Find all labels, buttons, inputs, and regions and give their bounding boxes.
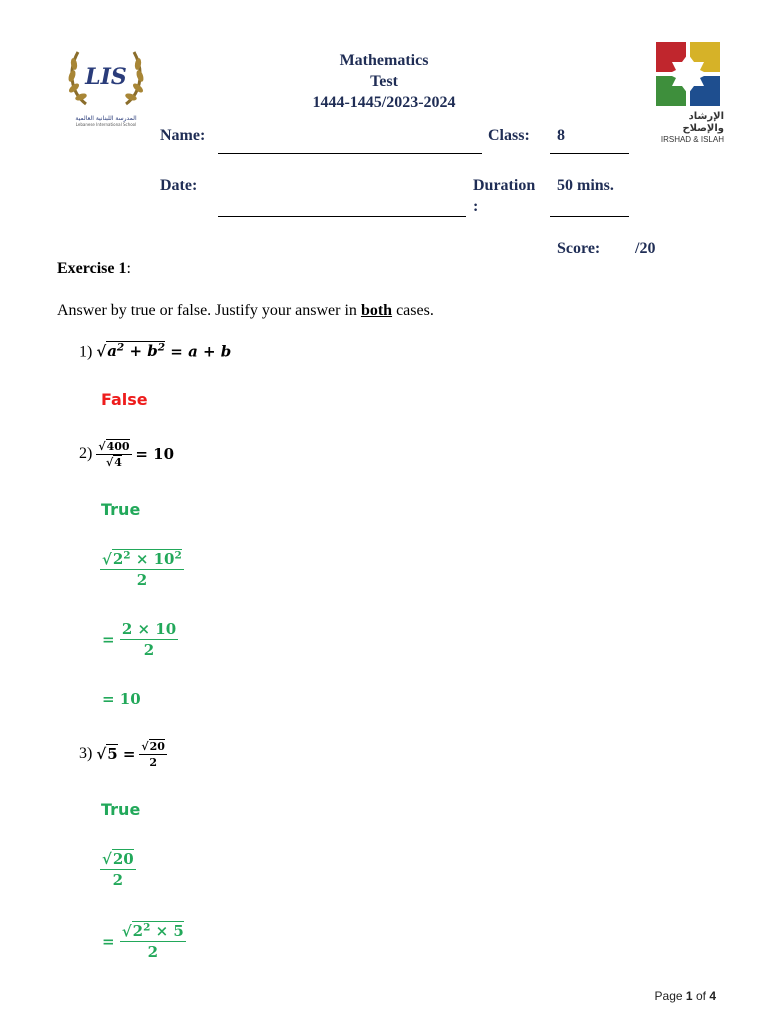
question-2-answer: True — [101, 500, 141, 519]
exercise-instruction — [57, 302, 434, 320]
question-3-formula-left: √5 = — [96, 744, 136, 763]
document-header — [0, 50, 768, 113]
test-title: Test — [370, 73, 398, 90]
footer-page-word: Page — [654, 989, 683, 1003]
date-field[interactable] — [218, 216, 466, 217]
score-label: Score: — [557, 240, 601, 257]
question-3 — [79, 740, 167, 769]
logo-right-caption-en: IRSHAD & ISLAH — [660, 135, 724, 144]
question-1-answer: False — [101, 390, 148, 409]
question-3-formula-right: $\frac{√20}{2}$ — [141, 740, 165, 769]
question-1-number: 1) — [79, 343, 93, 361]
question-2: 2) $\frac{√400}{√4}$ = 10 — [79, 440, 175, 469]
question-2-step-2: = $\frac{2 \times 10}{2}$ — [102, 620, 177, 659]
class-label: Class: — [488, 127, 530, 144]
score-value: /20 — [635, 240, 656, 257]
exercise-heading — [57, 260, 131, 278]
logo-left-caption-en: Lebanese International School — [75, 122, 137, 127]
question-2-result: = 10 — [102, 690, 141, 708]
duration-colon: : — [473, 198, 479, 215]
question-2-number: 2) — [79, 444, 93, 462]
question-3-step-2: = $\frac{√2^2 \times 5}{2}$ — [102, 922, 184, 962]
class-field[interactable] — [550, 153, 629, 154]
page-footer — [655, 989, 716, 1003]
exercise-title: Exercise 1 — [57, 260, 127, 277]
question-3-answer: True — [101, 800, 141, 819]
svg-text:LIS: LIS — [85, 64, 127, 90]
date-label: Date: — [160, 177, 198, 194]
name-label: Name: — [160, 127, 206, 144]
question-1 — [79, 342, 231, 361]
question-2-step-1: $\frac{√2^2 \times 10^2}{2}$ — [102, 550, 182, 590]
duration-field[interactable] — [550, 216, 629, 217]
class-value: 8 — [557, 127, 565, 144]
instruction-post: cases. — [392, 302, 434, 319]
instruction-pre: Answer by true or false. Justify your answer in — [57, 302, 361, 319]
footer-of-word: of — [695, 989, 706, 1003]
question-1-formula: $√a^2 + b^2 = a + b$ — [96, 342, 232, 361]
question-3-number: 3) — [79, 744, 93, 762]
logo-right-caption: الإرشاد والإصلاح — [682, 111, 724, 134]
exercise-title-suffix: : — [126, 260, 131, 277]
duration-label: Duration — [473, 177, 536, 194]
academic-year: 1444-1445/2023-2024 — [312, 94, 456, 111]
question-2-formula: $\frac{√400}{√4}$ — [98, 440, 130, 469]
footer-page-number: 1 — [685, 989, 693, 1003]
name-field[interactable] — [218, 153, 482, 154]
subject-title: Mathematics — [339, 52, 429, 69]
logo-left-caption: المدرسة اللبنانية العالمية — [75, 115, 137, 122]
footer-page-total: 4 — [709, 989, 716, 1003]
instruction-bold: both — [360, 302, 393, 319]
duration-value: 50 mins. — [557, 177, 614, 194]
question-3-step-1: $\frac{√20}{2}$ — [102, 850, 134, 889]
